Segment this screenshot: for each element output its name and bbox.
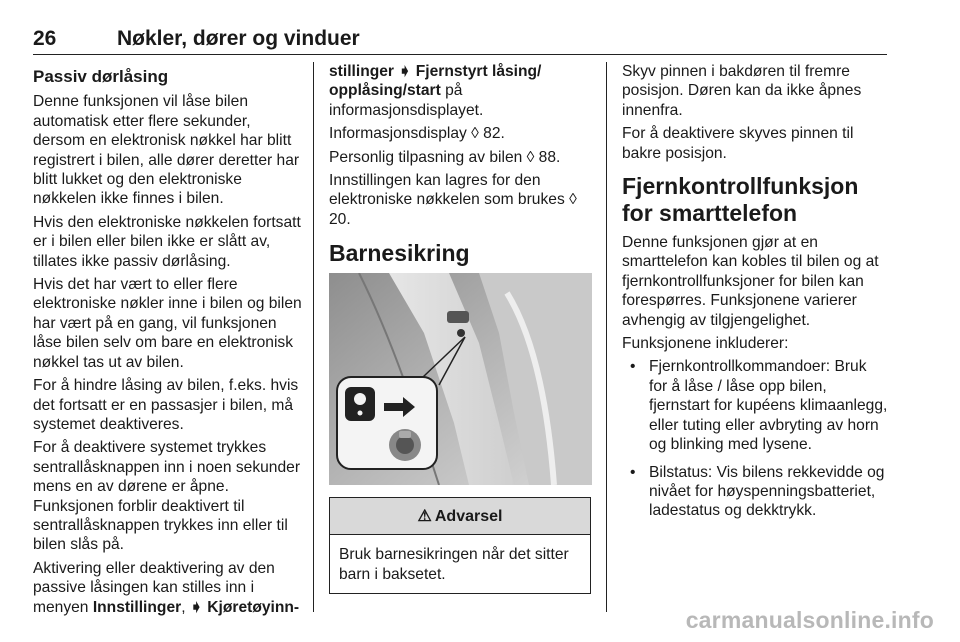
paragraph: Denne funksjonen vil låse bilen automatisk etter flere sekunder, dersom en elektronisk nøkkel har blitt registrert i bilen, alle dører deretter har blitt lukket og den elektroniske nøkkelen ikke finnes i bilen.: [33, 93, 300, 208]
menu-arrow-icon: ➧: [189, 598, 203, 616]
door-child-lock-image: [329, 273, 592, 485]
page-header: [33, 24, 887, 55]
child-lock-illustration: [329, 273, 592, 485]
paragraph: Hvis det har vært to eller flere elektroniske nøkler inne i bilen og bilen har vært på en gang, vil funksjonen låse bilen selv om bare en elektronisk nøkkel tas ut av bilen.: [33, 276, 302, 371]
list-item: • Fjernkontrollkommandoer: Bruk for å låse / låse opp bilen, fjernstart for kupéens klimaanlegg, eller tuting eller avbryting av horn og blinking med lysene.: [649, 357, 888, 454]
paragraph: Denne funksjonen gjør at en smarttelefon kan kobles til bilen og at fjernkontrollfunksjoner for bilen kan forespørres. Funksjonene varierer avhengig av tilgjengelighet.: [622, 234, 879, 329]
paragraph: Funksjonene inkluderer:: [622, 335, 789, 353]
paragraph: Skyv pinnen i bakdøren til fremre posisjon. Døren kan da ikke åpnes innenfra.: [622, 63, 862, 119]
section-heading-child-lock: Barnesikring: [329, 240, 470, 267]
column-divider: [606, 62, 607, 612]
column-divider: [313, 62, 314, 612]
paragraph: Innstillingen kan lagres for den elektroniske nøkkelen som brukes ◊ 20.: [329, 172, 577, 228]
menu-arrow-icon: ➧: [394, 63, 416, 80]
menu-vehicle-settings: Kjøretøyinn-: [202, 598, 300, 616]
list-item: • Bilstatus: Vis bilens rekkevidde og nivået for høyspenningsbatteriet, ladestatus og dekktrykk.: [649, 463, 888, 521]
cross-reference: Personlig tilpasning av bilen ◊ 88.: [329, 148, 561, 166]
paragraph-menu-path-cont: stillinger ➧ Fjernstyrt låsing/ opplåsing/start på informasjonsdisplayet.: [329, 63, 542, 119]
paragraph: For å deaktivere skyves pinnen til bakre posisjon.: [622, 125, 854, 162]
warning-box: [329, 497, 591, 594]
warning-header: [330, 498, 590, 535]
section-heading-smartphone-remote: Fjernkontrollfunksjon for smarttelefon: [622, 173, 859, 227]
page-number: 26: [33, 27, 57, 50]
menu-settings: Innstillinger: [92, 598, 182, 616]
column-right: [622, 62, 888, 529]
warning-text: Bruk barnesikringen når det sitter barn i baksetet.: [339, 546, 569, 583]
watermark: carmanualsonline.info: [685, 607, 934, 633]
paragraph: For å deaktivere systemet trykkes sentrallåsknappen inn i noen sekunder mens en av dørene er åpne. Funksjonen forblir deaktivert til sentrallåsknappen trykkes inn eller til bilen slås på.: [33, 439, 301, 554]
feature-list: [622, 357, 888, 520]
cross-reference: Informasjonsdisplay ◊ 82.: [329, 125, 505, 143]
section-heading-passive-locking: Passiv dørlåsing: [33, 67, 169, 86]
paragraph-menu-path: Aktivering eller deaktivering av den passive låsingen kan stilles inn i menyen Innstillinger, ➧ Kjøretøyinn-: [33, 559, 300, 616]
chapter-title: Nøkler, dører og vinduer: [117, 27, 360, 50]
column-left: [33, 62, 303, 621]
warning-triangle-icon: ⚠: [417, 507, 432, 525]
column-middle: [329, 62, 597, 594]
paragraph: Hvis den elektroniske nøkkelen fortsatt er i bilen eller bilen ikke er slått av, tillates ikke passiv dørlåsing.: [33, 213, 301, 270]
warning-title: Advarsel: [434, 507, 503, 525]
paragraph: For å hindre låsing av bilen, f.eks. hvis det fortsatt er en passasjer i bilen, må systemet deaktiveres.: [33, 377, 299, 433]
